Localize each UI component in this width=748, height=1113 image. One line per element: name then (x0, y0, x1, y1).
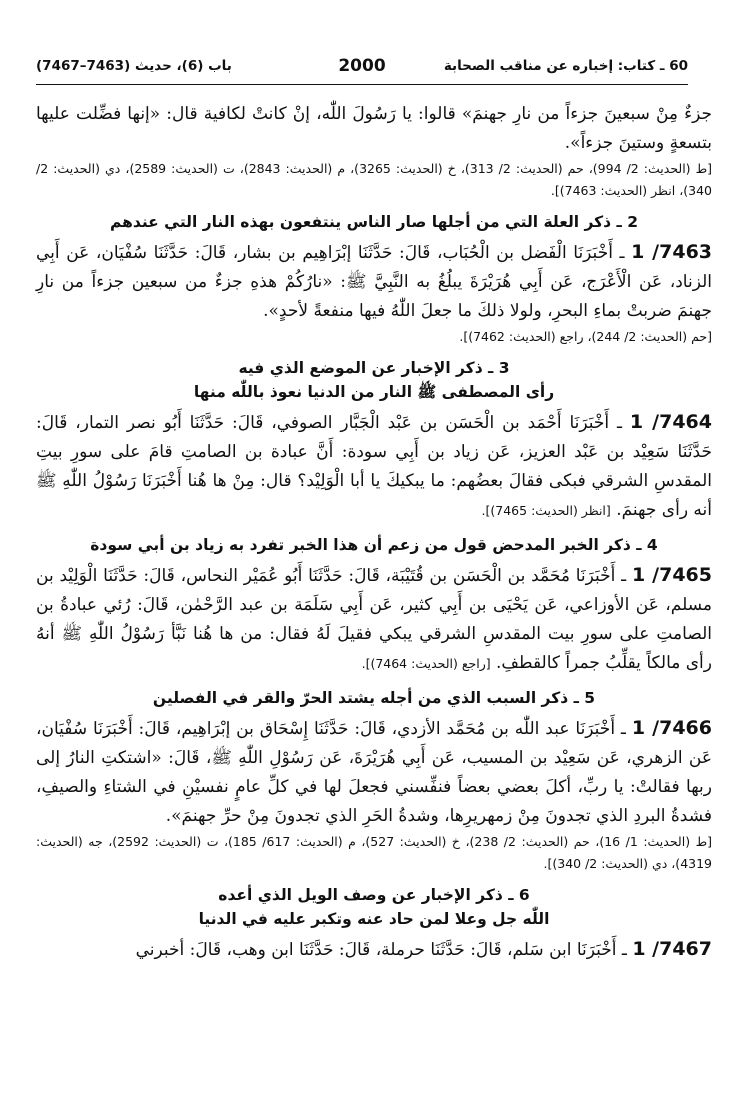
hadith-7463 (36, 238, 712, 326)
page-number: 2000 (338, 56, 386, 76)
header-chapter: 60 ـ كتاب: إخباره عن مناقب الصحابة (443, 58, 688, 74)
hadith-text: ـ أَخْبَرَنَا عبد اللّٰه بن مُحَمَّد الأزدي، قَالَ: حَدَّثَنَا إِسْحَاق بن إبْرَاهِيم، قَالَ: أَخْبَرَنَا سُفْيَان، عَن الزهري، عَن سَعِيْد بن المسيب، عَن أَبِي هُرَيْرَةَ، عَن رَسُوْلِ اللّٰهِ ﷺ، قَالَ: «اشتكتِ النارُ إلى ربها فقالتْ: يا ربِّ، أكلَ بعضي بعضاً فنفِّسني فجعلَ لها في كلِّ عامٍ نفسيْنِ في الشتاءِ والصيفِ، فشدةُ البردِ الذي تجدونَ مِنْ زمهريرِها، وشدةُ الحَرِ الذي تجدونَ مِنْ حرِّ جهنمَ». (36, 719, 712, 826)
section-heading-5: 5 ـ ذكر السبب الذي من أجله يشتد الحرّ والقر في الفصلين (152, 689, 596, 707)
hadith-number: 7466/ 1 (631, 717, 712, 739)
hadith-7467 (36, 935, 712, 965)
hadith-text: ـ أَخْبَرَنَا أَحْمَد بن الْحَسَن بن عَبْد الْجَبَّار الصوفي، قَالَ: حَدَّثَنَا أَبُو نصر التمار، قَالَ: حَدَّثَنَا سَعِيْد بن عَبْد العزيز، عَن زياد بن أَبِي سودة: أَنَّ عبادة بن الصامتِ قامَ على سورِ بيتِ المقدسِ الشرقي فبكى فقالَ بعضُهم: ما يبكيكَ يا أبا الْوَلِيْد؟ قال: مِنْ ها هُنا أَخْبَرَنَا رَسُوْلُ اللّٰهِ ﷺ أنه رأى جهنمَ. (36, 413, 712, 520)
section-heading-4: 4 ـ ذكر الخبر المدحض قول من زعم أن هذا الخبر تفرد به زياد بن أبي سودة (90, 536, 658, 554)
hadith-7464 (36, 408, 712, 525)
hadith-reference: [ط (الحديث: 1/ 16)، حم (الحديث: 2/ 238)، خ (الحديث: 527)، م (الحديث: 617/ 185)، ت (الحديث: 2592)، جه (الحديث: 4319)، دي (الحديث: 2/ 340)]. (36, 834, 713, 871)
hadith-reference: [ط (الحديث: 2/ 994)، حم (الحديث: 2/ 313)، خ (الحديث: 3265)، م (الحديث: 2843)، ت (الحديث: 2589)، دي (الحديث: 2/ 340)، انظر (الحديث: 7463)]. (36, 161, 713, 198)
hadith-number: 7467/ 1 (632, 938, 712, 960)
hadith-reference: [انظر (الحديث: 7465)]. (481, 503, 611, 518)
hadith-text: ـ أَخْبَرَنَا الْفَضل بن الْحُبَاب، قَالَ: حَدَّثَنَا إبْرَاهِيم بن بشار، قَالَ: حَدَّثَنَا سُفْيَان، عَن أَبِي الزناد، عَن الْأَعْرَج، عَن أَبِي هُرَيْرَةَ يبلُغُ به النَّبِيَّ ﷺ: «نارُكُمْ هذهِ جزءٌ من سبعين جزءاً من نارِ جهنمَ ضربتْ بماءِ البحرِ، ولولا ذلكَ ما جعلَ اللّٰهُ فيها منفعةً لأحدٍ». (36, 243, 712, 321)
hadith-7466 (36, 714, 712, 831)
hadith-text: ـ أَخْبَرَنَا ابن سَلم، قَالَ: حَدَّثَنَا حرملة، قَالَ: حَدَّثَنَا ابن وهب، قَالَ: أخبرني (135, 940, 627, 960)
section-heading-3-line2: رأى المصطفى ﷺ النار من الدنيا نعوذ باللّٰه منها (193, 383, 555, 401)
hadith-number: 7463/ 1 (631, 241, 713, 263)
hadith-number: 7465/ 1 (631, 564, 712, 586)
header-hadith-range: باب (6)، حديث (7463–7467) (36, 58, 232, 74)
hadith-continuation: جزءٌ مِنْ سبعينَ جزءاً من نارِ جهنمَ» قالوا: يا رَسُولَ اللّٰه، إنْ كانتْ لكافية قال: «إنها فضِّلت عليها بتسعةٍ وستينَ جزءاً». (36, 104, 712, 153)
page-content (36, 100, 712, 965)
hadith-number: 7464/ 1 (629, 411, 712, 433)
section-heading-6-line2: اللّٰه جل وعلا لمن حاد عنه وتكبر عليه في الدنيا (198, 910, 550, 928)
section-heading-2: 2 ـ ذكر العلة التي من أجلها صار الناس ينتفعون بهذه النار التي عندهم (109, 213, 638, 231)
section-heading-6-line1: 6 ـ ذكر الإخبار عن وصف الويل الذي أعده (218, 886, 530, 904)
section-heading-3-line1: 3 ـ ذكر الإخبار عن الموضع الذي فيه (238, 359, 510, 377)
hadith-text: ـ أَخْبَرَنَا مُحَمَّد بن الْحَسَن بن قُتَيْبَة، قَالَ: حَدَّثَنَا أَبُو عُمَيْر النحاس، قَالَ: حَدَّثَنَا الْوَلِيْد بن مسلم، عَن الأوزاعي، عَن يَحْيَى بن أَبِي كثير، عَن أَبِي سَلَمَة بن عبد الرَّحْمٰن، قَالَ: رُئي عبادةُ بن الصامتِ على سورِ بيت المقدسِ الشرقي يبكي فقيلَ لَهُ فقال: من ها هُنا نَبَّأ رَسُوْلُ اللّٰهِ ﷺ أنهُ رأى مالكاً يقلِّبُ جمراً كالقطفِ. (36, 566, 712, 673)
hadith-reference: [راجع (الحديث: 7464)]. (361, 656, 491, 671)
page-header (36, 56, 688, 85)
hadith-7465 (36, 561, 712, 678)
hadith-reference: [حم (الحديث: 2/ 244)، راجع (الحديث: 7462)]. (459, 329, 712, 344)
